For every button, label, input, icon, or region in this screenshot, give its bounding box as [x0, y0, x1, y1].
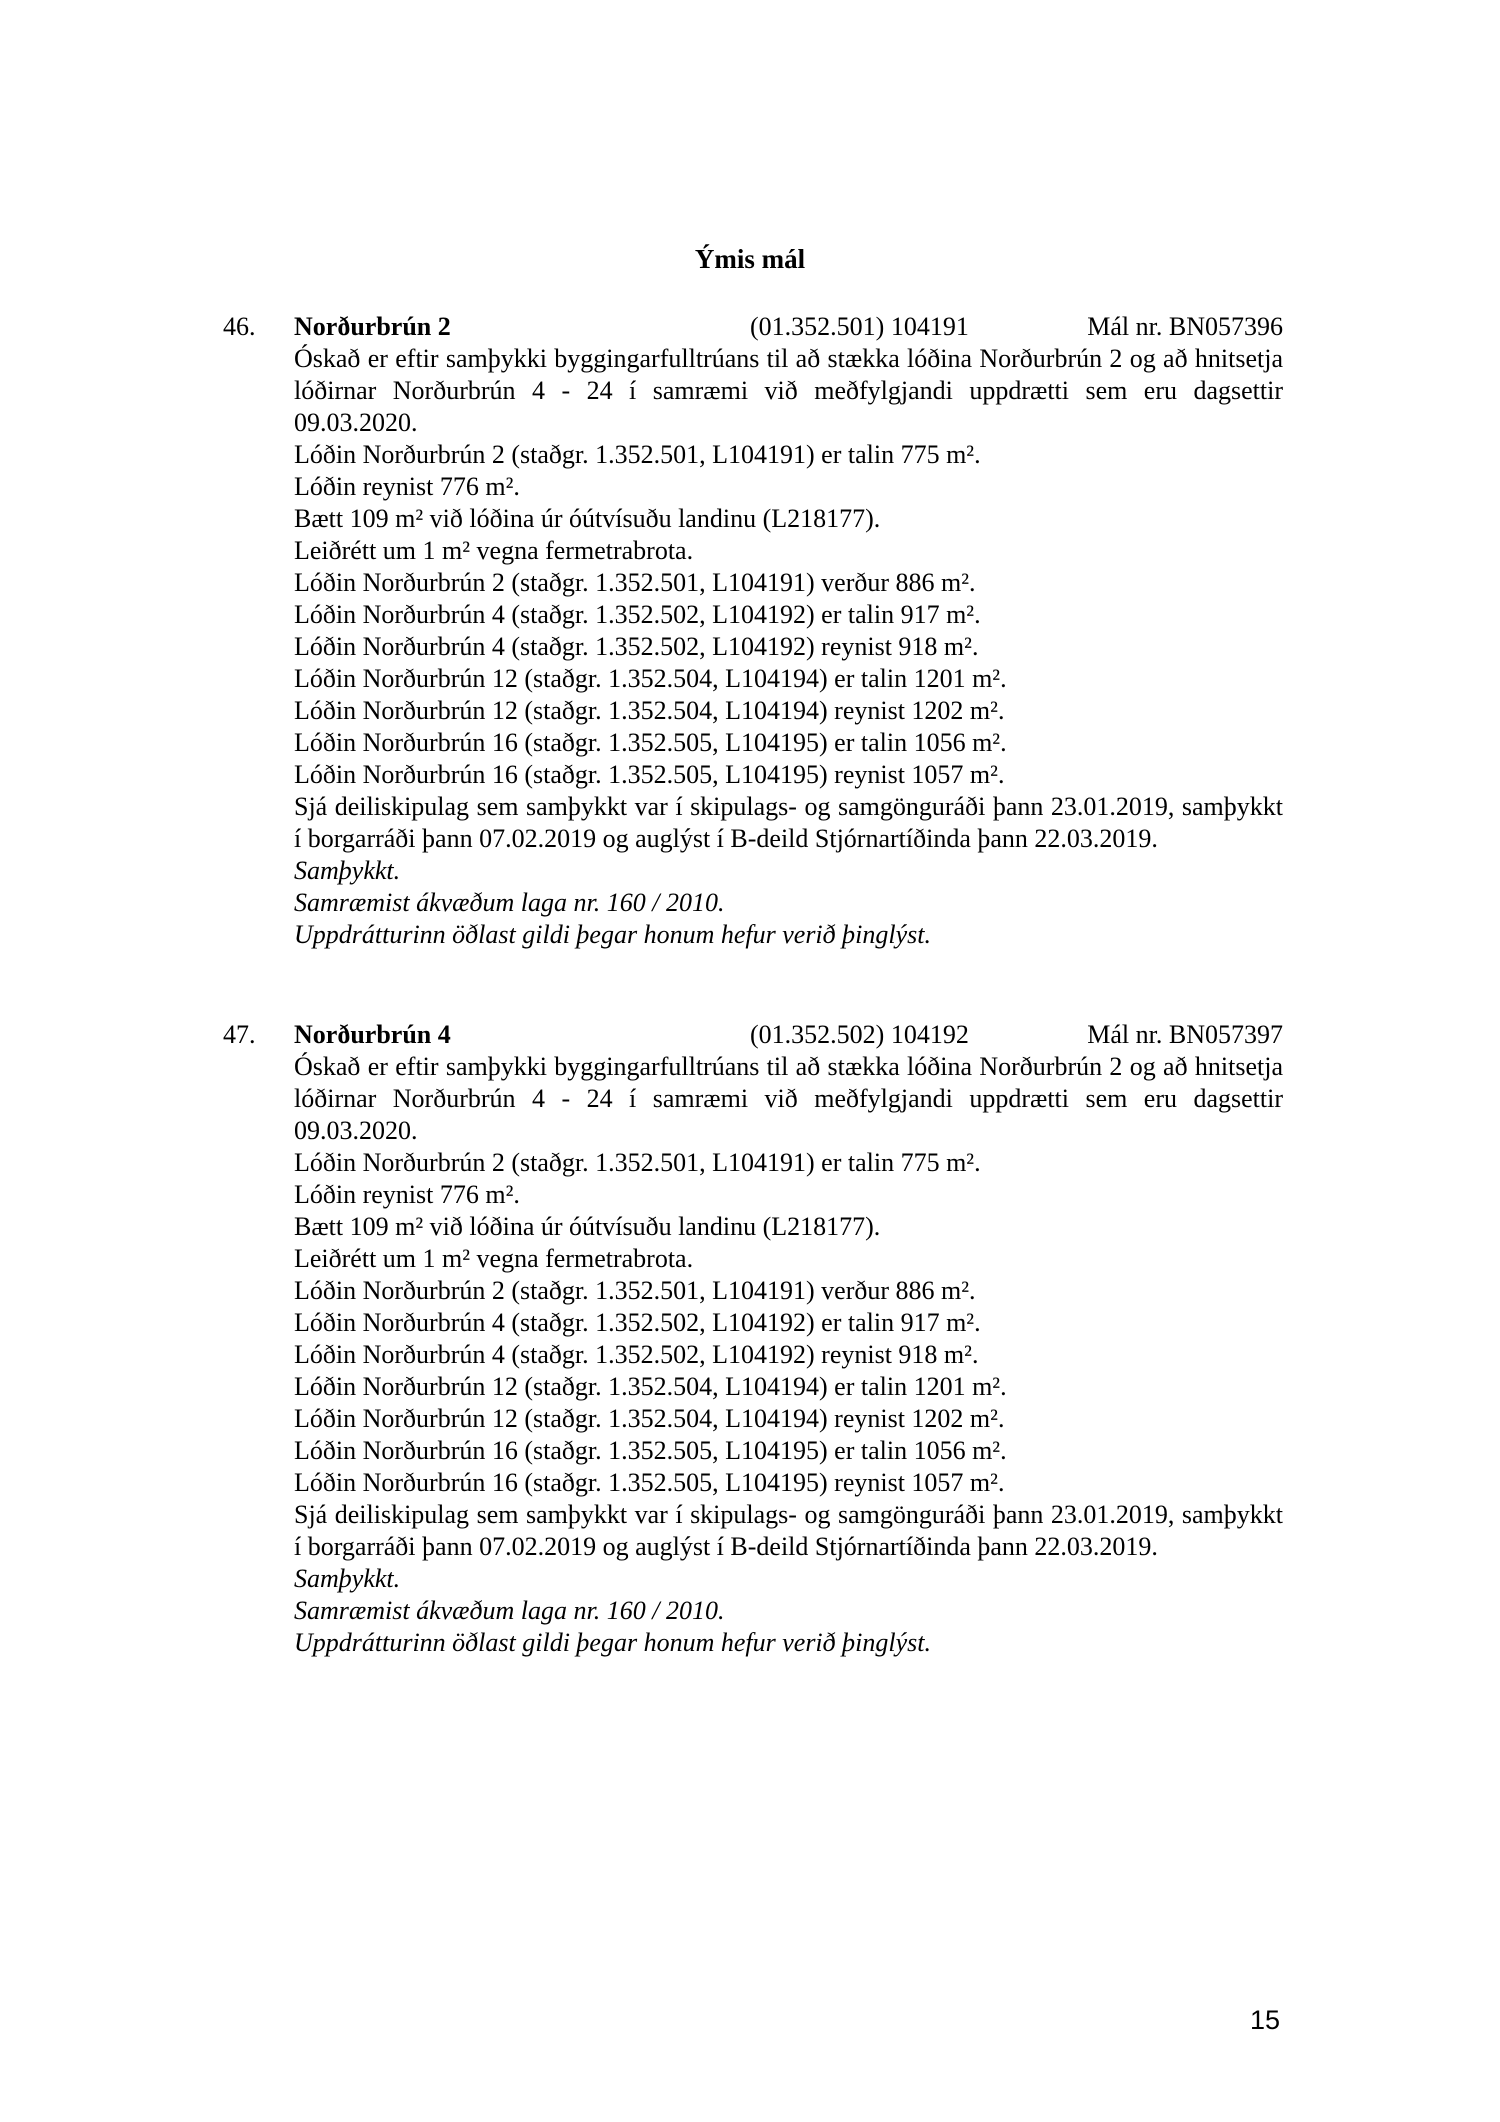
case-property-ids: (01.352.502) 104192 [750, 1020, 969, 1049]
case-body [294, 1051, 1283, 1659]
detail-line: Lóðin Norðurbrún 4 (staðgr. 1.352.502, L104192) er talin 917 m². [294, 600, 981, 629]
case-property-ids: (01.352.501) 104191 [750, 312, 969, 341]
case-request: Óskað er eftir samþykki byggingarfulltrúans til að stækka lóðina Norðurbrún 2 og að hnitsetja lóðirnar Norðurbrún 4 - 24 í samræmi við meðfylgjandi uppdrætti sem eru dagsettir 09.03.2020. [294, 1052, 1283, 1145]
case-plan-reference: Sjá deiliskipulag sem samþykkt var í skipulags- og samgönguráði þann 23.01.2019, samþykkt í borgarráði þann 07.02.2019 og auglýst í B-deild Stjórnartíðinda þann 22.03.2019. [294, 792, 1283, 853]
decision-line: Samþykkt. [294, 856, 401, 885]
detail-line: Leiðrétt um 1 m² vegna fermetrabrota. [294, 1244, 694, 1273]
detail-line: Lóðin Norðurbrún 4 (staðgr. 1.352.502, L104192) reynist 918 m². [294, 632, 979, 661]
detail-line: Lóðin Norðurbrún 2 (staðgr. 1.352.501, L104191) verður 886 m². [294, 568, 976, 597]
case-entry [223, 311, 1283, 951]
detail-line: Lóðin Norðurbrún 2 (staðgr. 1.352.501, L104191) er talin 775 m². [294, 1148, 981, 1177]
decision-line: Samræmist ákvæðum laga nr. 160 / 2010. [294, 888, 725, 917]
detail-line: Leiðrétt um 1 m² vegna fermetrabrota. [294, 536, 694, 565]
detail-line: Lóðin Norðurbrún 12 (staðgr. 1.352.504, L104194) reynist 1202 m². [294, 696, 1005, 725]
detail-line: Lóðin reynist 776 m². [294, 1180, 520, 1209]
detail-line: Lóðin Norðurbrún 16 (staðgr. 1.352.505, L104195) er talin 1056 m². [294, 1436, 1007, 1465]
page-number: 15 [1249, 2005, 1280, 2035]
detail-line: Lóðin Norðurbrún 2 (staðgr. 1.352.501, L104191) verður 886 m². [294, 1276, 976, 1305]
decision-line: Uppdrátturinn öðlast gildi þegar honum hefur verið þinglýst. [294, 920, 931, 949]
case-address: Norðurbrún 4 [294, 1020, 451, 1049]
case-address: Norðurbrún 2 [294, 312, 451, 341]
decision-line: Samþykkt. [294, 1564, 401, 1593]
detail-line: Lóðin Norðurbrún 16 (staðgr. 1.352.505, L104195) er talin 1056 m². [294, 728, 1007, 757]
case-body [294, 343, 1283, 951]
detail-line: Bætt 109 m² við lóðina úr óútvísuðu landinu (L218177). [294, 1212, 881, 1241]
detail-line: Lóðin Norðurbrún 16 (staðgr. 1.352.505, L104195) reynist 1057 m². [294, 760, 1005, 789]
detail-line: Lóðin Norðurbrún 12 (staðgr. 1.352.504, L104194) er talin 1201 m². [294, 664, 1007, 693]
detail-line: Lóðin Norðurbrún 2 (staðgr. 1.352.501, L104191) er talin 775 m². [294, 440, 981, 469]
case-request: Óskað er eftir samþykki byggingarfulltrúans til að stækka lóðina Norðurbrún 2 og að hnitsetja lóðirnar Norðurbrún 4 - 24 í samræmi við meðfylgjandi uppdrætti sem eru dagsettir 09.03.2020. [294, 344, 1283, 437]
detail-line: Lóðin Norðurbrún 12 (staðgr. 1.352.504, L104194) reynist 1202 m². [294, 1404, 1005, 1433]
case-entry [223, 1019, 1283, 1659]
case-plan-reference: Sjá deiliskipulag sem samþykkt var í skipulags- og samgönguráði þann 23.01.2019, samþykkt í borgarráði þann 07.02.2019 og auglýst í B-deild Stjórnartíðinda þann 22.03.2019. [294, 1500, 1283, 1561]
case-reference-number: Mál nr. BN057396 [1087, 312, 1283, 341]
detail-line: Lóðin Norðurbrún 12 (staðgr. 1.352.504, L104194) er talin 1201 m². [294, 1372, 1007, 1401]
case-number: 46. [223, 312, 256, 341]
detail-line: Lóðin Norðurbrún 16 (staðgr. 1.352.505, L104195) reynist 1057 m². [294, 1468, 1005, 1497]
case-number: 47. [223, 1020, 256, 1049]
decision-line: Samræmist ákvæðum laga nr. 160 / 2010. [294, 1596, 725, 1625]
detail-line: Lóðin reynist 776 m². [294, 472, 520, 501]
case-header [223, 1019, 1283, 1051]
decision-line: Uppdrátturinn öðlast gildi þegar honum hefur verið þinglýst. [294, 1628, 931, 1657]
case-header [223, 311, 1283, 343]
detail-line: Lóðin Norðurbrún 4 (staðgr. 1.352.502, L104192) er talin 917 m². [294, 1308, 981, 1337]
section-title: Ýmis mál [694, 244, 806, 274]
case-reference-number: Mál nr. BN057397 [1087, 1020, 1283, 1049]
detail-line: Lóðin Norðurbrún 4 (staðgr. 1.352.502, L104192) reynist 918 m². [294, 1340, 979, 1369]
detail-line: Bætt 109 m² við lóðina úr óútvísuðu landinu (L218177). [294, 504, 881, 533]
